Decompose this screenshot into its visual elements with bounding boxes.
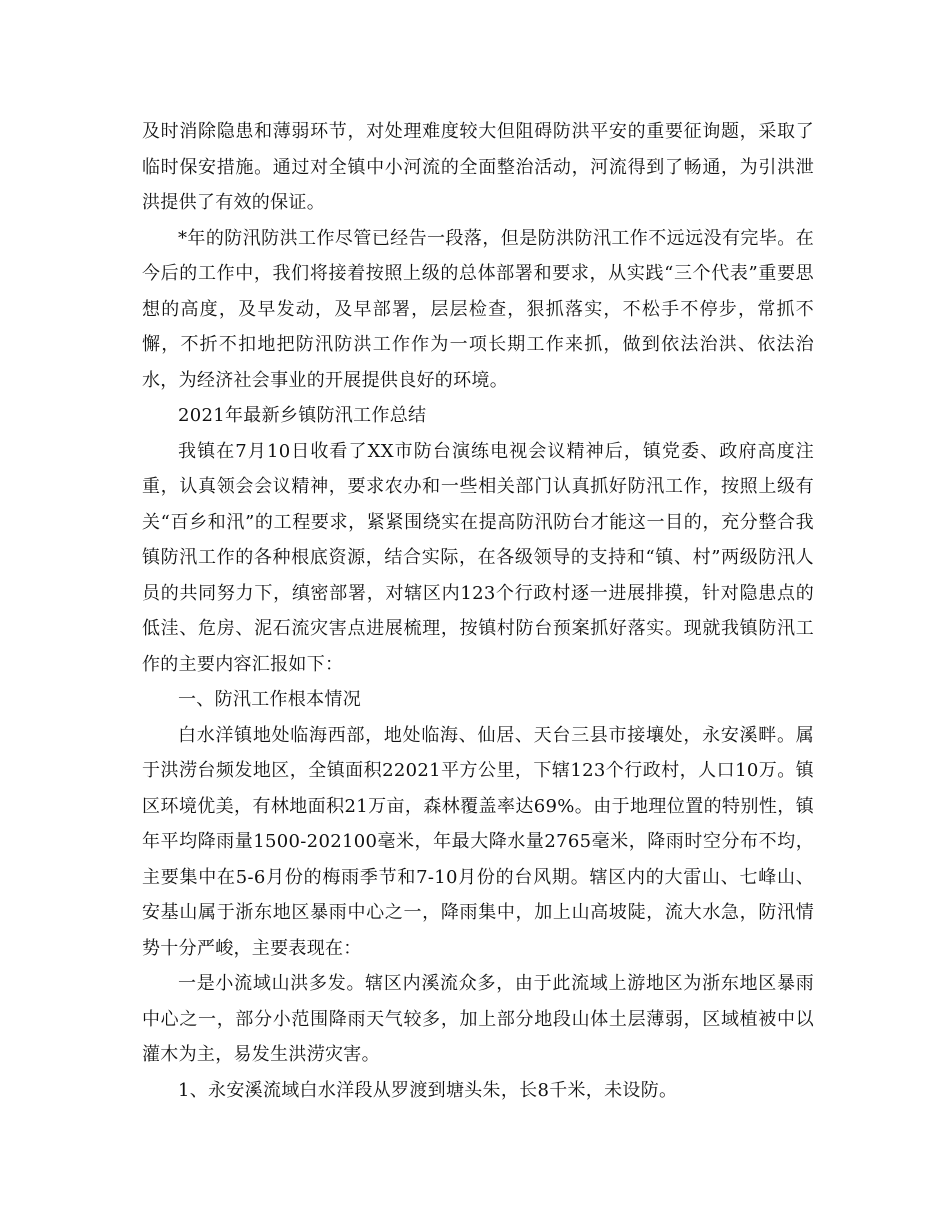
section-title: 2021年最新乡镇防汛工作总结 [178,405,427,426]
section-heading-1: 一、防汛工作根本情况 [178,689,361,710]
paragraph-1: 及时消除隐患和薄弱环节，对处理难度较大但阻碍防洪平安的重要征询题，采取了临时保安措施。通过对全镇中小河流的全面整治活动，河流得到了畅通，为引洪泄洪提供了有效的保证。 [142,121,814,213]
paragraph-3: 我镇在7月10日收看了XX市防台演练电视会议精神后，镇党委、政府高度注重，认真领会会议精神，要求农办和一些相关部门认真抓好防汛工作，按照上级有关“百乡和汛”的工程要求，紧紧围绕实在提高防汛防台才能这一目的，充分整合我镇防汛工作的各种根底资源，结合实际，在各级领导的支持和“镇、村”两级防汛人员的共同努力下，缜密部署，对辖区内123个行政村逐一进展排摸，针对隐患点的低洼、危房、泥石流灾害点进展梳理，按镇村防台预案抓好落实。现就我镇防汛工作的主要内容汇报如下： [142,440,814,675]
paragraph-4: 白水洋镇地处临海西部，地处临海、仙居、天台三县市接壤处，永安溪畔。属于洪涝台频发地区，全镇面积22021平方公里，下辖123个行政村，人口10万。镇区环境优美，有林地面积21万亩，森林覆盖率达69%。由于地理位置的特别性，镇年平均降雨量1500-202100毫米，年最大降水量2765毫米，降雨时空分布不均，主要集中在5-6月份的梅雨季节和7-10月份的台风期。辖区内的大雷山、七峰山、安基山属于浙东地区暴雨中心之一，降雨集中，加上山高坡陡，流大水急，防汛情势十分严峻，主要表现在： [142,724,814,959]
list-item-1: 1、永安溪流域白水洋段从罗渡到塘头朱，长8千米，未设防。 [178,1079,678,1101]
paragraph-5: 一是小流域山洪多发。辖区内溪流众多，由于此流域上游地区为浙东地区暴雨中心之一，部分小范围降雨天气较多，加上部分地段山体土层薄弱，区域植被中以灌木为主，易发生洪涝灾害。 [142,973,814,1065]
paragraph-2: *年的防汛防洪工作尽管已经告一段落，但是防洪防汛工作不远远没有完毕。在今后的工作中，我们将接着按照上级的总体部署和要求，从实践“三个代表”重要思想的高度，及早发动，及早部署，层层检查，狠抓落实，不松手不停步，常抓不懈，不折不扣地把防汛防洪工作作为一项长期工作来抓，做到依法治洪、依法治水，为经济社会事业的开展提供良好的环境。 [142,227,814,391]
document-body [142,114,814,1108]
